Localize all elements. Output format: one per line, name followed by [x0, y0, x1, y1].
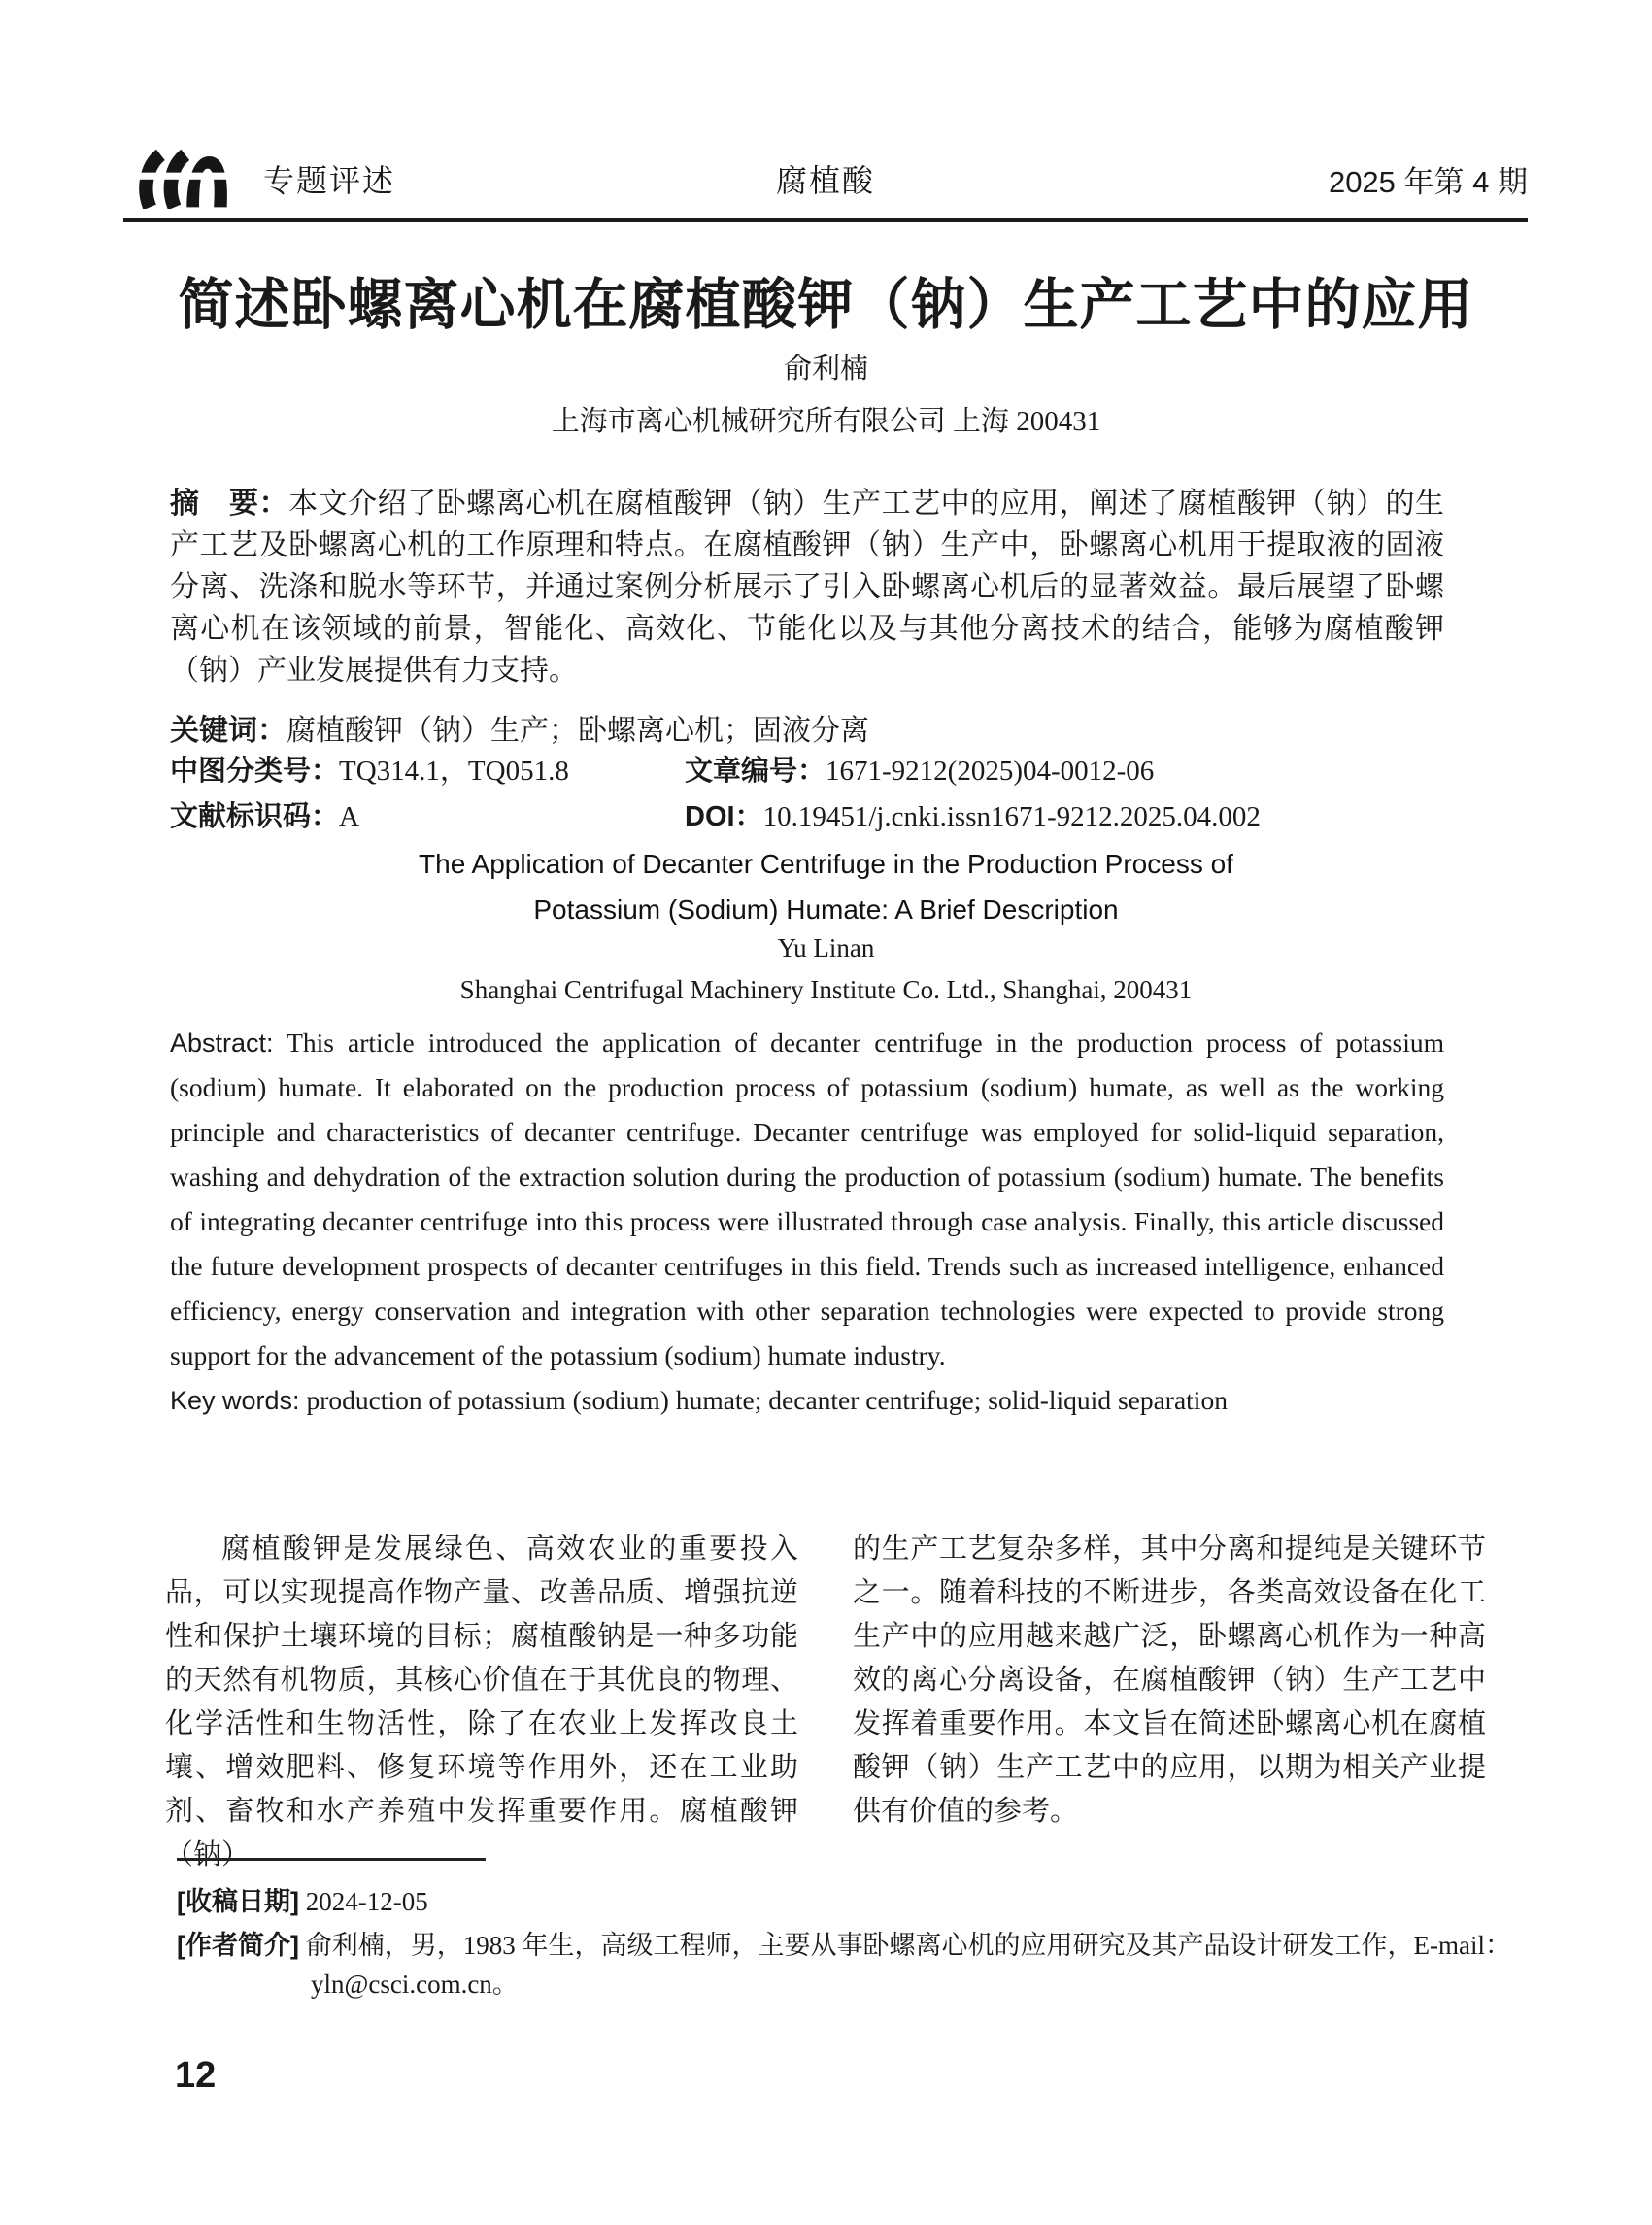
- clc-label: 中图分类号：: [170, 756, 340, 787]
- body-column-right: [853, 1528, 1486, 1877]
- footnotes: [177, 1882, 1517, 2008]
- page-header: [123, 144, 1528, 222]
- article-title-en-line1: The Application of Decanter Centrifuge in the Production Process of: [419, 849, 1233, 879]
- doc-code-label: 文献标识码：: [170, 801, 340, 832]
- meta-row-1: [170, 749, 1444, 794]
- article-title-cn: 简述卧螺离心机在腐植酸钾（钠）生产工艺中的应用: [178, 274, 1474, 336]
- received-date-value: 2024-12-05: [305, 1887, 428, 1916]
- abstract-en: [170, 1021, 1444, 1378]
- meta-row-2: [170, 794, 1444, 840]
- affiliation-en: Shanghai Centrifugal Machinery Institute Co. Ltd., Shanghai, 200431: [459, 975, 1193, 1004]
- clc-value: TQ314.1，TQ051.8: [339, 756, 569, 787]
- article-title-en: [0, 841, 1652, 932]
- received-date-line: [177, 1882, 1517, 1921]
- article-no-pair: [685, 756, 1154, 787]
- issue-label: 2025 年第 4 期: [1328, 164, 1528, 199]
- doi-pair: [685, 801, 1261, 832]
- body-column-left: [165, 1528, 798, 1877]
- abstract-en-label: Abstract:: [170, 1028, 274, 1058]
- author-bio-label: [作者简介]: [177, 1931, 299, 1960]
- keywords-cn-label: 关键词：: [170, 715, 287, 747]
- article-no-label: 文章编号：: [685, 756, 826, 787]
- doi-value: 10.19451/j.cnki.issn1671-9212.2025.04.002: [762, 801, 1261, 832]
- author-cn: 俞利楠: [783, 354, 868, 385]
- keywords-cn-text: 腐植酸钾（钠）生产；卧螺离心机；固液分离: [287, 715, 869, 747]
- body-paragraph-right: 的生产工艺复杂多样，其中分离和提纯是关键环节之一。随着科技的不断进步，各类高效设备在化工生产中的应用越来越广泛，卧螺离心机作为一种高效的离心分离设备，在腐植酸钾（钠）生产工艺中发挥着重要作用。本文旨在简述卧螺离心机在腐植酸钾（钠）生产工艺中的应用，以期为相关产业提供有价值的参考。: [853, 1534, 1486, 1827]
- abstract-en-block: [170, 1021, 1444, 1423]
- footnote-separator: [177, 1858, 486, 1861]
- body-columns: [165, 1528, 1486, 1877]
- author-bio-value: 俞利楠，男，1983 年生，高级工程师，主要从事卧螺离心机的应用研究及其产品设计研发工作，E-mail：yln@csci.com.cn。: [305, 1931, 1511, 1999]
- article-title-en-line2: Potassium (Sodium) Humate: A Brief Description: [533, 894, 1119, 925]
- abstract-en-text: This article introduced the application of decanter centrifuge in the production process of potassium (sodium) humate. It elaborated on the production process of potassium (sodium) humate, as well as the working principle and characteristics of decanter centrifuge. Decanter centrifuge was employed for solid-liquid separation, washing and dehydration of the extraction solution during the production of potassium (sodium) humate. The benefits of integrating decanter centrifuge into this process were illustrated through case analysis. Finally, this article discussed the future development prospects of decanter centrifuges in this field. Trends such as increased intelligence, enhanced efficiency, energy conservation and integration with other separation technologies were expected to provide strong support for the advancement of the potassium (sodium) humate industry.: [170, 1028, 1444, 1370]
- article-no-value: 1671-9212(2025)04-0012-06: [826, 756, 1155, 787]
- clc-pair: [170, 749, 685, 794]
- article-meta: [170, 749, 1444, 840]
- abstract-cn-label: 摘 要：: [170, 488, 289, 520]
- keywords-en-label: Key words:: [170, 1386, 300, 1415]
- keywords-cn: [170, 706, 1444, 749]
- keywords-en: [170, 1378, 1444, 1423]
- keywords-en-text: production of potassium (sodium) humate; decanter centrifuge; solid-liquid separation: [299, 1385, 1228, 1415]
- author-bio-line: [177, 1926, 1517, 2004]
- journal-name: 腐植酸: [775, 163, 875, 198]
- received-date-label: [收稿日期]: [177, 1887, 299, 1916]
- header-left: [123, 149, 591, 209]
- journal-logo-icon: [123, 149, 238, 209]
- abstract-cn: [170, 483, 1444, 691]
- column-section-label: 专题评述: [263, 163, 396, 198]
- doc-code-value: A: [339, 801, 359, 832]
- affiliation-cn: 上海市离心机械研究所有限公司 上海 200431: [551, 406, 1101, 437]
- doc-code-pair: [170, 794, 685, 840]
- abstract-cn-text: 本文介绍了卧螺离心机在腐植酸钾（钠）生产工艺中的应用，阐述了腐植酸钾（钠）的生产工艺及卧螺离心机的工作原理和特点。在腐植酸钾（钠）生产中，卧螺离心机用于提取液的固液分离、洗涤和脱水等环节，并通过案例分析展示了引入卧螺离心机后的显著效益。最后展望了卧螺离心机在该领域的前景，智能化、高效化、节能化以及与其他分离技术的结合，能够为腐植酸钾（钠）产业发展提供有力支持。: [170, 488, 1445, 687]
- author-en: Yu Linan: [777, 933, 875, 962]
- doi-label: DOI：: [685, 801, 763, 832]
- body-paragraph-left: 腐植酸钾是发展绿色、高效农业的重要投入品，可以实现提高作物产量、改善品质、增强抗逆性和保护土壤环境的目标；腐植酸钠是一种多功能的天然有机物质，其核心价值在于其优良的物理、化学活性和生物活性，除了在农业上发挥改良土壤、增效肥料、修复环境等作用外，还在工业助剂、畜牧和水产养殖中发挥重要作用。腐植酸钾（钠）: [165, 1534, 798, 1871]
- page-number: 12: [175, 2055, 217, 2096]
